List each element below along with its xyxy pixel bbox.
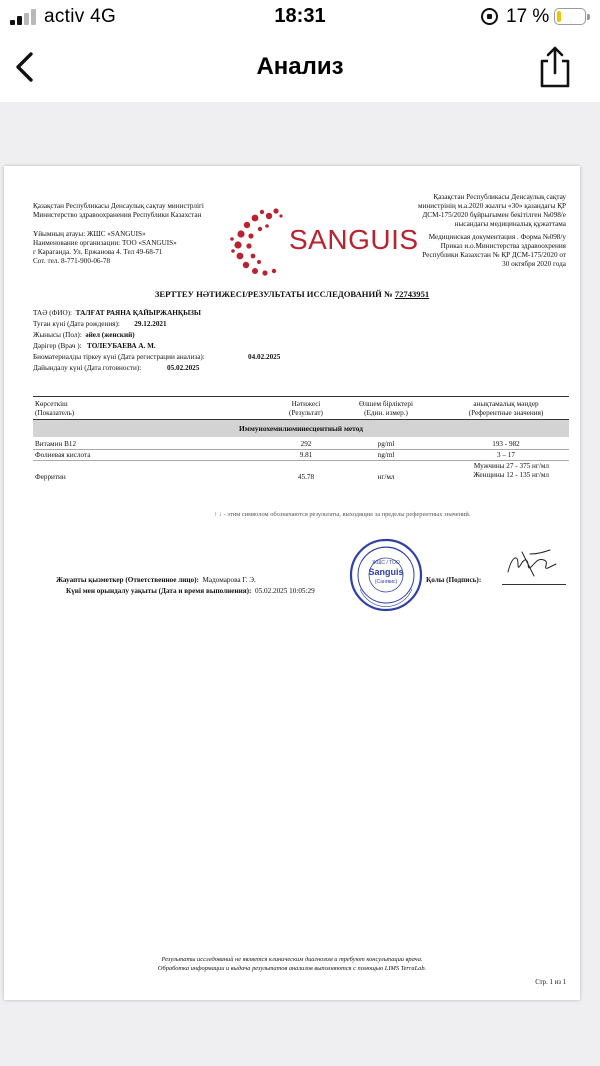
legend-note: ↑ ↓ - этим символом обозначаются результаты, выходящие за пределы референтных значений. <box>214 511 471 518</box>
battery-percent: 17 % <box>506 6 550 27</box>
patient-dob <box>33 320 167 328</box>
header-left-line: Министерство здравоохранения Республики Казахстан <box>33 211 202 219</box>
organization-stamp <box>348 535 424 615</box>
method-section: Иммунохемилюминесцентный метод <box>33 420 569 437</box>
header-right-line: Қазақстан Республикасы Денсаулық сақтау <box>433 193 566 201</box>
fio-value: ТАЛҒАТ РАЯНА ҚАЙЫРЖАНҚЫЗЫ <box>75 309 201 317</box>
battery-icon <box>554 8 586 25</box>
execution-datetime <box>66 587 315 595</box>
ready-value: 05.02.2025 <box>167 364 200 372</box>
table-row <box>33 450 569 461</box>
stamp-text: Sanguis <box>368 567 404 577</box>
share-button[interactable] <box>536 44 574 90</box>
test-name: Фолиевая кислота <box>35 451 91 459</box>
test-unit: pg/ml <box>377 440 395 448</box>
test-result: 9.81 <box>299 451 313 459</box>
col-result: Нәтижесі (Результат) <box>289 400 323 417</box>
org-name-kz: Ұйымның атауы: ЖШС «SANGUIS» <box>33 230 146 238</box>
datetime-value: 05.02.2025 10:05:29 <box>255 587 315 595</box>
footer-line: Результаты исследований не является клиническим диагнозом и требуют консультации врача. <box>161 956 423 963</box>
signature-icon <box>504 546 558 582</box>
document-footer <box>4 955 580 973</box>
col-indicator: Көрсеткіш (Показатель) <box>35 400 75 417</box>
status-bar <box>0 0 600 34</box>
registration-date-value <box>248 353 280 361</box>
test-reference: 3 – 17 <box>497 451 515 459</box>
ready-date-value <box>167 364 199 372</box>
responsible-person <box>56 576 256 584</box>
logo-text: SANGUIS <box>289 224 419 255</box>
test-name: Витамин В12 <box>35 440 77 448</box>
footer-line: Обработка информации и выдача результатов анализов выполняются с помощью LIMS TerraLab. <box>157 965 427 972</box>
org-address: г Караганда. Ул. Ержанова 4. Тел 49-68-71 <box>33 248 163 256</box>
sanguis-logo <box>229 206 419 278</box>
carrier-label: activ 4G <box>44 6 117 27</box>
stamp-bottom: (Сангвис) <box>374 579 398 585</box>
sex-label: Жынысы (Пол): <box>33 331 82 339</box>
header-right-line: Республики Казахстан № ҚР ДСМ-175/2020 от <box>422 251 566 259</box>
org-phone: Сот. тел. 8-771-900-06-78 <box>33 257 111 265</box>
chevron-left-icon <box>12 47 42 87</box>
ready-label: Дайындалу күні (Дата готовности): <box>33 364 142 372</box>
ready-date <box>33 364 141 372</box>
doctor <box>33 342 156 350</box>
page-number: Стр. 1 из 1 <box>535 979 566 986</box>
test-unit: нг/мл <box>377 473 395 481</box>
dob-label: Туған күні (Дата рождения): <box>33 320 120 328</box>
registration-date <box>33 353 205 361</box>
reference-female: Женщины 12 - 135 нг/мл <box>473 471 549 479</box>
header-right-line: Приказ и.о.Министерства здравоохрения <box>440 242 566 250</box>
header-left-line: Қазақстан Республикасы Денсаулық сақтау министрлігі <box>33 202 204 210</box>
reg-value: 04.02.2025 <box>248 353 281 361</box>
col-reference: анықтамалық мәндер (Референтные значения) <box>468 400 544 417</box>
header-right-line: нысандағы медициналық құжаттама <box>454 220 566 228</box>
share-icon <box>536 44 574 90</box>
org-name-ru: Наименование организации: ТОО «SANGUIS» <box>33 239 177 247</box>
document-title <box>4 289 580 299</box>
reference-male: Мужчины 27 - 375 нг/мл <box>473 462 549 470</box>
navigation-bar <box>0 34 600 102</box>
table-row <box>33 462 569 484</box>
header-right-line: министрінің м.а.2020 жылғы «30» қазандағы ҚР <box>418 202 566 210</box>
header-right-line: ДСМ-175/2020 бұйрығымен бекітілген №098/е <box>422 211 566 219</box>
document-page <box>4 166 580 1000</box>
table-header <box>33 396 569 420</box>
test-unit: ng/ml <box>377 451 395 459</box>
header-right-line: Медицинская документация . Форма №098/у <box>428 233 566 241</box>
test-reference <box>473 462 549 480</box>
test-result: 292 <box>300 440 312 448</box>
ministry-header <box>33 202 233 220</box>
header-right-line: 30 октября 2020 года <box>502 260 566 268</box>
table-row <box>33 439 569 450</box>
datetime-label: Күні мен орындалу уақыты (Дата и время выполнения): <box>66 587 252 595</box>
responsible-label: Жауапты қызметкер (Ответственное лицо): <box>56 576 199 584</box>
rotation-lock-icon <box>481 8 498 25</box>
logo-dots-icon <box>229 206 291 278</box>
test-name: Ферритин <box>35 473 66 481</box>
signature <box>504 546 558 582</box>
patient-sex <box>33 331 135 339</box>
signature-line <box>502 584 566 585</box>
document-viewer[interactable] <box>0 102 600 1066</box>
responsible-value: Мадомарова Г. Э. <box>202 576 256 584</box>
sex-value: әйел (женский) <box>85 331 135 339</box>
organization-info <box>33 230 233 266</box>
test-result: 45.78 <box>297 473 315 481</box>
signature-label: Қолы (Подпись): <box>426 576 482 584</box>
col-unit: Өлшем бірліктері (Един. измер.) <box>359 400 413 417</box>
patient-fio <box>33 309 201 317</box>
back-button[interactable] <box>12 47 42 87</box>
doctor-value: ТОЛЕУБАЕВА А. М. <box>87 342 156 350</box>
result-number: 72743951 <box>394 289 430 299</box>
page-title: Анализ <box>256 53 344 80</box>
title-text: ЗЕРТТЕУ НӘТИЖЕСІ/РЕЗУЛЬТАТЫ ИССЛЕДОВАНИЙ № <box>154 289 393 299</box>
reg-label: Биоматериалды тіркеу күні (Дата регистрации анализа): <box>33 353 205 361</box>
stamp-sub: ЖШС / ТОО <box>372 560 400 566</box>
status-time: 18:31 <box>274 5 326 27</box>
doctor-label: Дәрігер (Врач ): <box>33 342 82 350</box>
fio-label: ТАӘ (ФИО): <box>33 309 73 317</box>
test-reference: 193 - 982 <box>492 440 520 448</box>
dob-value: 29.12.2021 <box>134 320 167 328</box>
battery-level <box>557 11 561 22</box>
